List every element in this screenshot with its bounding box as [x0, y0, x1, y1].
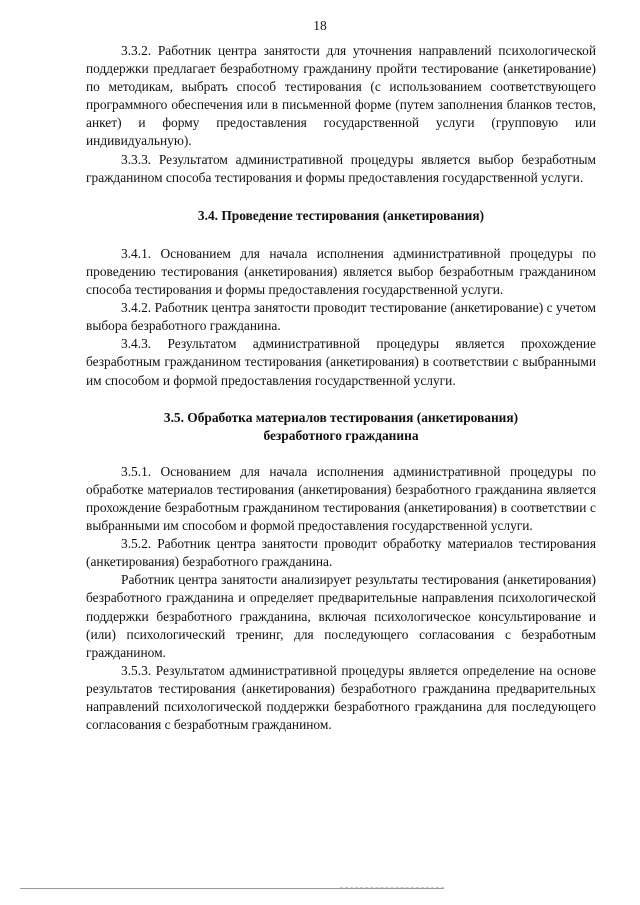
footer-divider-line: [20, 888, 444, 889]
paragraph-3-4-3: 3.4.3. Результатом административной процедуры является прохождение безработным гражданином тестирования (анкетирования) в соответствии с выбранными им способом и формой предоставления государственной услуги.: [86, 336, 596, 388]
paragraph-3-4-1: 3.4.1. Основанием для начала исполнения административной процедуры по проведению тестирования (анкетирования) является выбор безработным гражданином способа тестирования и формы предоставления государственной услуги.: [86, 245, 596, 298]
section-heading-3-4: 3.4. Проведение тестирования (анкетирования): [197, 207, 485, 223]
paragraph-3-5-3: 3.5.3. Результатом административной процедуры является определение на основе результатов тестирования (анкетирования) безработного гражданина предварительных направлений психологической поддержки безработного гражданина для последующего согласования с безработным гражданином.: [86, 662, 596, 733]
section-heading-3-5: [86, 409, 596, 445]
paragraph-3-5-2: 3.5.2. Работник центра занятости проводит обработку материалов тестирования (анкетирования) безработного гражданина.: [86, 536, 596, 570]
paragraph-3-5-2-analysis: Работник центра занятости анализирует результаты тестирования (анкетирования) безработного гражданина и определяет предварительные направления психологической поддержки безработного гражданина, включая психологическое консультирование и (или) психологический тренинг, для последующего согласования с безработным гражданином.: [86, 572, 596, 660]
document-body: [86, 42, 596, 734]
paragraph-3-3-2: 3.3.2. Работник центра занятости для уточнения направлений психологической поддержки предлагает безработному гражданину пройти тестирование (анкетирование) по методикам, выбрать способ тестирования (с использованием соответствующего программного обеспечения или в письменной форме (путем заполнения бланков тестов, анкет) и форму предоставления государственной услуги (групповую или индивидуальную).: [86, 43, 596, 149]
page-number: 18: [313, 18, 327, 33]
paragraph-3-3-3: 3.3.3. Результатом административной процедуры является выбор безработным гражданином способа тестирования и формы предоставления государственной услуги.: [86, 151, 596, 185]
section-heading-3-5-line1: 3.5. Обработка материалов тестирования (анкетирования): [163, 409, 519, 425]
paragraph-3-4-2: 3.4.2. Работник центра занятости проводит тестирование (анкетирование) с учетом выбора безработного гражданина.: [86, 300, 596, 334]
footer-scan-artifact: [340, 887, 444, 888]
paragraph-3-5-1: 3.5.1. Основанием для начала исполнения административной процедуры по обработке материалов тестирования (анкетирования) безработного гражданина является прохождение безработным гражданином тестирования (анкетирования) в соответствии с выбранными им способом и формой предоставления государственной услуги.: [86, 463, 596, 534]
section-heading-3-5-line2: безработного гражданина: [263, 427, 419, 443]
